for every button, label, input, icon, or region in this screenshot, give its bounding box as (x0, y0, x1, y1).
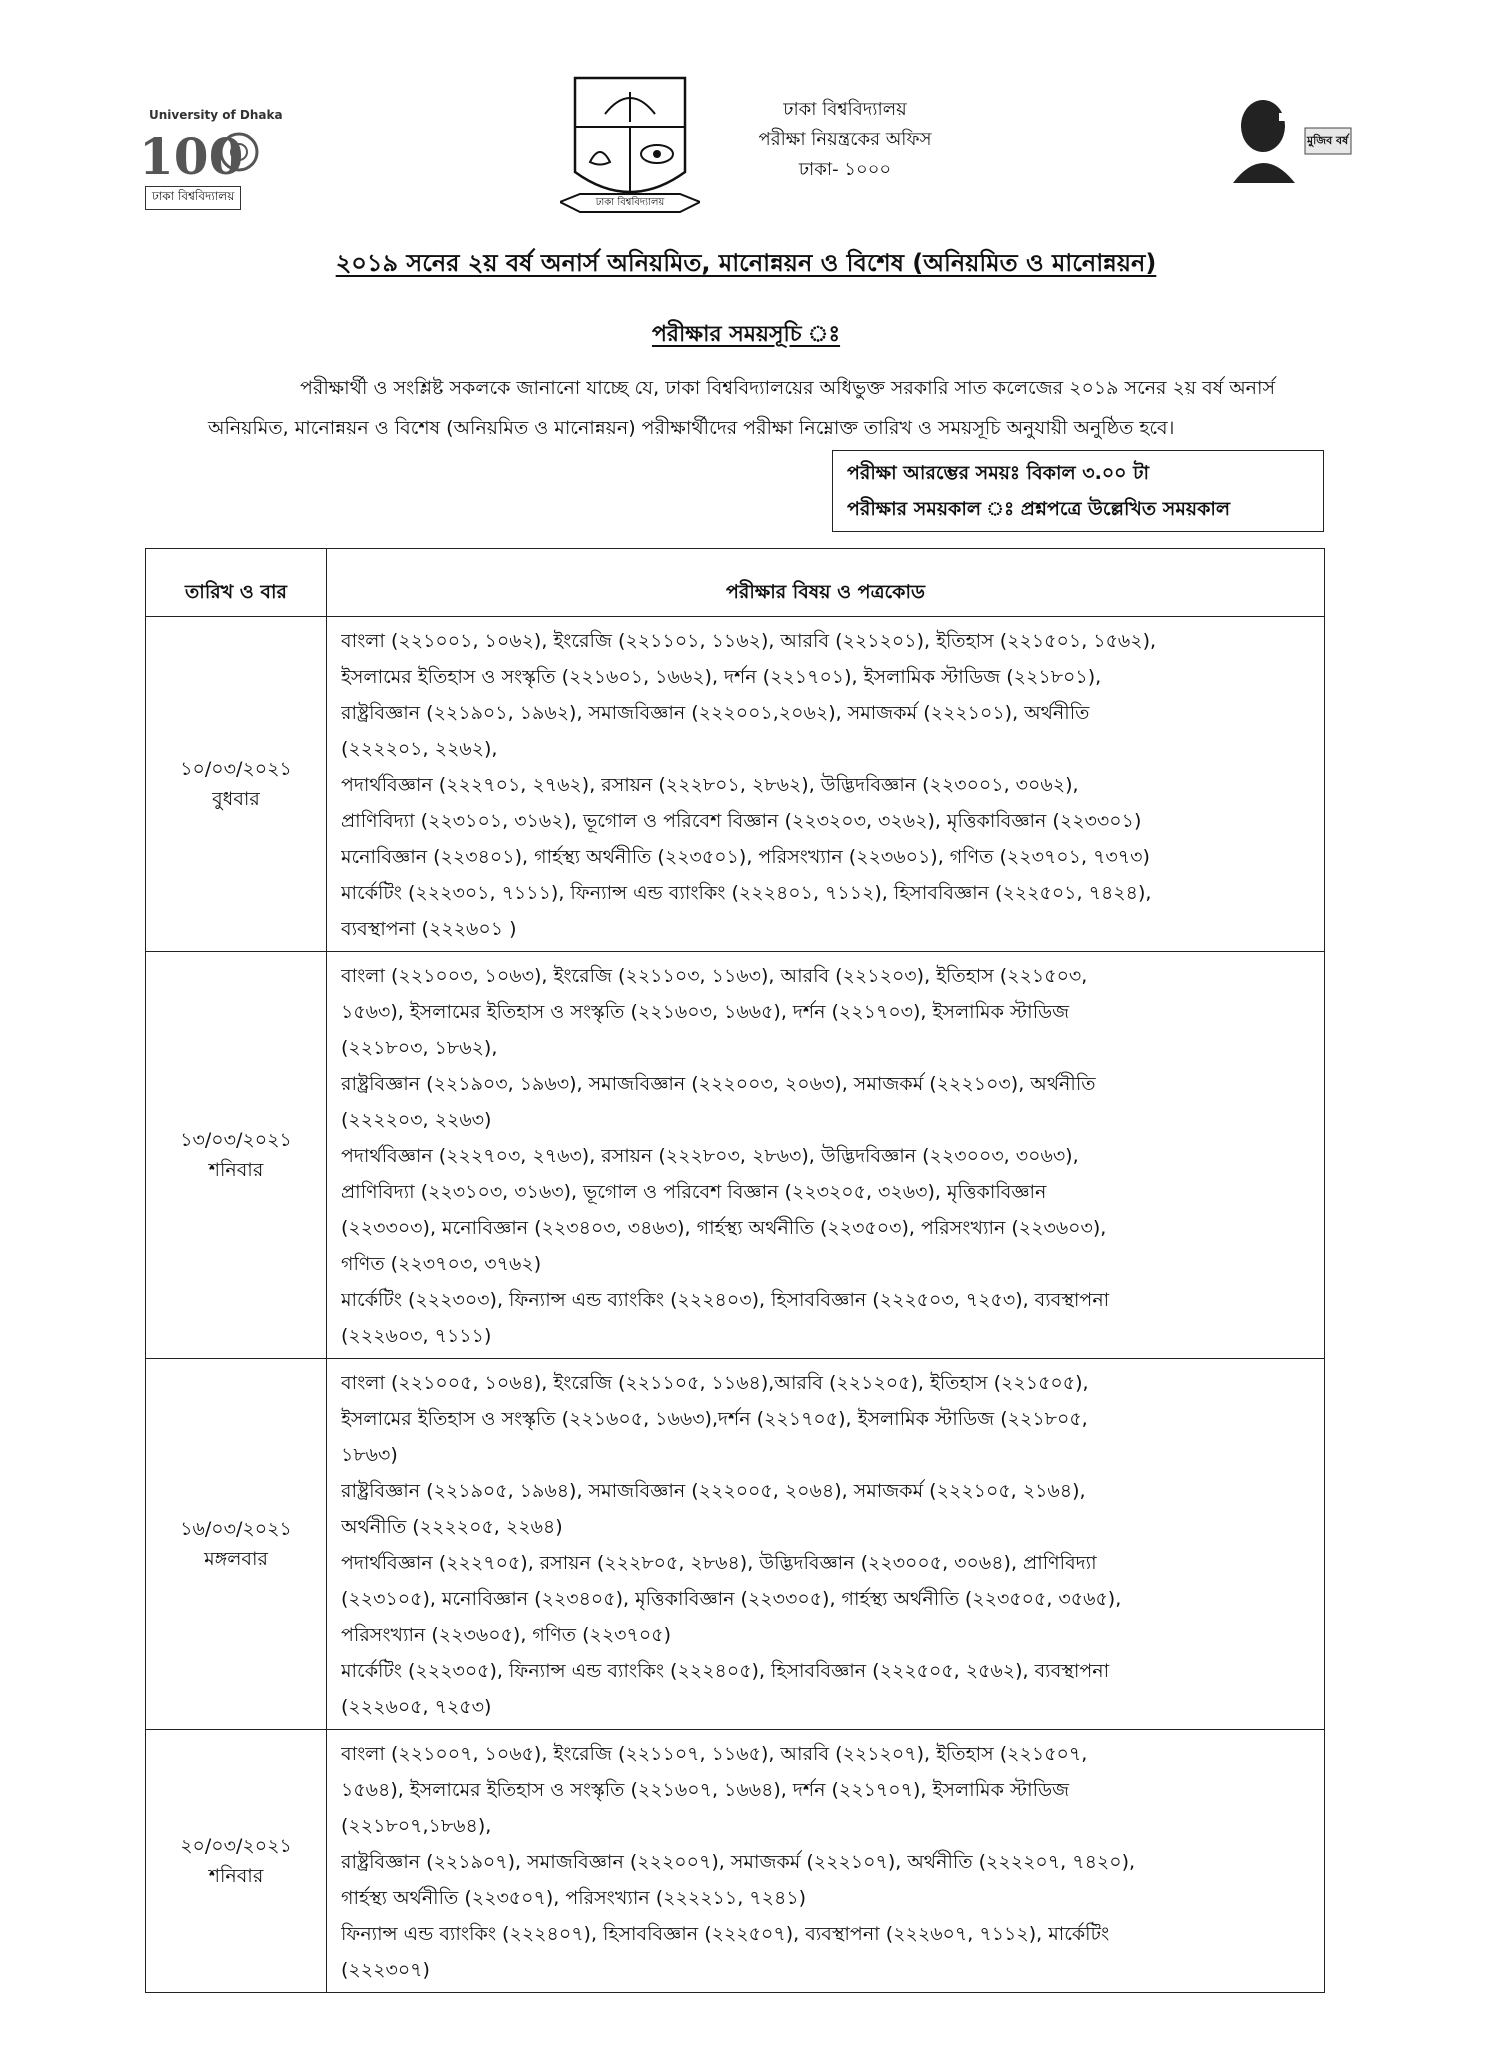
exam-duration: পরীক্ষার সময়কাল ঃ প্রশ্নপত্রে উল্লেখিত সময়কাল (847, 498, 1231, 520)
exam-day: শনিবার (208, 1159, 264, 1181)
exam-time-box (832, 450, 1324, 532)
exam-schedule-table (145, 548, 1325, 1993)
subject-line: অর্থনীতি (২২২২০৫, ২২৬৪) (341, 1516, 563, 1538)
university-centenary-logo (135, 108, 285, 216)
header-date-day: তারিখ ও বার (146, 549, 327, 617)
subject-line: (২২১৮০৩, ১৮৬২), (341, 1037, 498, 1059)
exam-date: ১০/০৩/২০২১ (180, 758, 292, 780)
date-cell (146, 952, 327, 1359)
subject-line: ১৮৬৩) (341, 1444, 398, 1466)
subject-line: (২২৩১০৫), মনোবিজ্ঞান (২২৩৪০৫), মৃত্তিকাবিজ্ঞান (২২৩৩০৫), গার্হস্থ্য অর্থনীতি (২২৩৫০৫, ৩৫৬৫), (341, 1588, 1122, 1610)
subject-line: (২২৩৩০৩), মনোবিজ্ঞান (২২৩৪০৩, ৩৪৬৩), গার্হস্থ্য অর্থনীতি (২২৩৫০৩), পরিসংখ্যান (২২৩৬০৩), (341, 1217, 1107, 1239)
date-cell (146, 1359, 327, 1730)
exam-date: ১৩/০৩/২০২১ (180, 1129, 292, 1151)
centenary-emblem-icon (135, 122, 265, 184)
subject-line: রাষ্ট্রবিজ্ঞান (২২১৯০১, ১৯৬২), সমাজবিজ্ঞান (২২২০০১,২০৬২), সমাজকর্ম (২২২১০১), অর্থনীতি (341, 702, 1090, 724)
subject-line: (২২২৬০৩, ৭১১১) (341, 1325, 492, 1347)
notice-paragraph: পরীক্ষার্থী ও সংশ্লিষ্ট সকলকে জানানো যাচ্ছে যে, ঢাকা বিশ্ববিদ্যালয়ের অধিভুক্ত সরকারি সাত কলেজের ২০১৯ সনের ২য় বর্ষ অনার্স অনিয়মিত, মানোন্নয়ন ও বিশেষ (অনিয়মিত ও মানোন্নয়ন) পরীক্ষার্থীদের পরীক্ষা নিম্নোক্ত তারিখ ও সময়সূচি অনুযায়ী অনুষ্ঠিত হবে। (208, 377, 1276, 439)
exam-date: ২০/০৩/২০২১ (180, 1835, 292, 1857)
office-line-controller: পরীক্ষা নিয়ন্ত্রকের অফিস (758, 129, 932, 150)
subject-line: মনোবিজ্ঞান (২২৩৪০১), গার্হস্থ্য অর্থনীতি (২২৩৫০১), পরিসংখ্যান (২২৩৬০১), গণিত (২২৩৭০১, ৭৩৭৩) (341, 846, 1150, 868)
subject-line: পদার্থবিজ্ঞান (২২২৭০১, ২৭৬২), রসায়ন (২২২৮০১, ২৮৬২), উদ্ভিদবিজ্ঞান (২২৩০০১, ৩০৬২), (341, 774, 1079, 796)
subject-line: (২২২২০৩, ২২৬৩) (341, 1109, 492, 1131)
subject-line: রাষ্ট্রবিজ্ঞান (২২১৯০৭), সমাজবিজ্ঞান (২২২০০৭), সমাজকর্ম (২২২১০৭), অর্থনীতি (২২২২০৭, ৭৪২০), (341, 1851, 1136, 1873)
table-row (146, 1730, 1325, 1993)
subject-line: রাষ্ট্রবিজ্ঞান (২২১৯০৫, ১৯৬৪), সমাজবিজ্ঞান (২২২০০৫, ২০৬৪), সমাজকর্ম (২২২১০৫, ২১৬৪), (341, 1480, 1086, 1502)
subject-line: গণিত (২২৩৭০৩, ৩৭৬২) (341, 1253, 542, 1275)
logo-bottom-text: ঢাকা বিশ্ববিদ্যালয় (145, 186, 241, 210)
logo-top-text: University of Dhaka (149, 108, 283, 122)
subject-line: বাংলা (২২১০০৫, ১০৬৪), ইংরেজি (২২১১০৫, ১১৬৪),আরবি (২২১২০৫), ইতিহাস (২২১৫০৫), (341, 1372, 1089, 1394)
subject-line: পদার্থবিজ্ঞান (২২২৭০৫), রসায়ন (২২২৮০৫, ২৮৬৪), উদ্ভিদবিজ্ঞান (২২৩০০৫, ৩০৬৪), প্রাণিবিদ্যা (341, 1552, 1097, 1574)
subject-line: বাংলা (২২১০০৭, ১০৬৫), ইংরেজি (২২১১০৭, ১১৬৫), আরবি (২২১২০৭), ইতিহাস (২২১৫০৭, (341, 1743, 1088, 1765)
subject-line: প্রাণিবিদ্যা (২২৩১০১, ৩১৬২), ভূগোল ও পরিবেশ বিজ্ঞান (২২৩২০৩, ৩২৬২), মৃত্তিকাবিজ্ঞান (২২৩৩০১) (341, 810, 1142, 832)
page-title: ২০১৯ সনের ২য় বর্ষ অনার্স অনিয়মিত, মানোন্নয়ন ও বিশেষ (অনিয়মিত ও মানোন্নয়ন) (335, 249, 1157, 277)
subjects-cell (327, 617, 1325, 952)
subject-line: ফিন্যান্স এন্ড ব্যাংকিং (২২২৪০৭), হিসাববিজ্ঞান (২২২৫০৭), ব্যবস্থাপনা (২২২৬০৭, ৭১১২), মার্কেটিং (341, 1923, 1110, 1945)
subjects-cell (327, 1730, 1325, 1993)
date-cell (146, 1730, 327, 1993)
subjects-cell (327, 952, 1325, 1359)
office-line-city: ঢাকা- ১০০০ (798, 159, 892, 180)
subject-line: (২২২৬০৫, ৭২৫৩) (341, 1696, 492, 1718)
subject-line: মার্কেটিং (২২২৩০৩), ফিন্যান্স এন্ড ব্যাংকিং (২২২৪০৩), হিসাববিজ্ঞান (২২২৫০৩, ৭২৫৩), ব্যবস্থাপনা (341, 1289, 1110, 1311)
mujib-borsho-logo (1215, 88, 1360, 183)
exam-start-time: পরীক্ষা আরম্ভের সময়ঃ বিকাল ৩.০০ টা (847, 462, 1150, 484)
subject-line: ইসলামের ইতিহাস ও সংস্কৃতি (২২১৬০৫, ১৬৬৩),দর্শন (২২১৭০৫), ইসলামিক স্টাডিজ (২২১৮০৫, (341, 1408, 1088, 1430)
subject-line: বাংলা (২২১০০১, ১০৬২), ইংরেজি (২২১১০১, ১১৬২), আরবি (২২১২০১), ইতিহাস (২২১৫০১, ১৫৬২), (341, 630, 1157, 652)
exam-date: ১৬/০৩/২০২১ (180, 1518, 292, 1540)
subject-line: ১৫৬৪), ইসলামের ইতিহাস ও সংস্কৃতি (২২১৬০৭, ১৬৬৪), দর্শন (২২১৭০৭), ইসলামিক স্টাডিজ (341, 1779, 1070, 1801)
header-subject-code: পরীক্ষার বিষয় ও পত্রকোড (327, 549, 1325, 617)
subject-line: রাষ্ট্রবিজ্ঞান (২২১৯০৩, ১৯৬৩), সমাজবিজ্ঞান (২২২০০৩, ২০৬৩), সমাজকর্ম (২২২১০৩), অর্থনীতি (341, 1073, 1096, 1095)
subject-line: ১৫৬৩), ইসলামের ইতিহাস ও সংস্কৃতি (২২১৬০৩, ১৬৬৫), দর্শন (২২১৭০৩), ইসলামিক স্টাডিজ (341, 1001, 1070, 1023)
office-line-university: ঢাকা বিশ্ববিদ্যালয় (783, 99, 907, 120)
subject-line: গার্হস্থ্য অর্থনীতি (২২৩৫০৭), পরিসংখ্যান (২২২২১১, ৭২৪১) (341, 1887, 807, 1909)
subject-line: মার্কেটিং (২২২৩০৫), ফিন্যান্স এন্ড ব্যাংকিং (২২২৪০৫), হিসাববিজ্ঞান (২২২৫০৫, ২৫৬২), ব্যবস্থাপনা (341, 1660, 1110, 1682)
exam-day: শনিবার (208, 1865, 264, 1887)
table-row (146, 617, 1325, 952)
subject-line: প্রাণিবিদ্যা (২২৩১০৩, ৩১৬৩), ভূগোল ও পরিবেশ বিজ্ঞান (২২৩২০৫, ৩২৬৩), মৃত্তিকাবিজ্ঞান (341, 1181, 1047, 1203)
centenary-number: 100 (139, 127, 244, 184)
exam-day: বুধবার (212, 788, 260, 810)
office-address (700, 95, 990, 185)
table-header-row (146, 549, 1325, 617)
date-cell (146, 617, 327, 952)
subject-line: ব্যবস্থাপনা (২২২৬০১ ) (341, 918, 517, 940)
schedule-heading: পরীক্ষার সময়সূচি ঃ (651, 322, 841, 347)
subject-line: ইসলামের ইতিহাস ও সংস্কৃতি (২২১৬০১, ১৬৬২), দর্শন (২২১৭০১), ইসলামিক স্টাডিজ (২২১৮০১), (341, 666, 1102, 688)
subject-line: পরিসংখ্যান (২২৩৬০৫), গণিত (২২৩৭০৫) (341, 1624, 671, 1646)
table-row (146, 952, 1325, 1359)
subject-line: মার্কেটিং (২২২৩০১, ৭১১১), ফিন্যান্স এন্ড ব্যাংকিং (২২২৪০১, ৭১১২), হিসাববিজ্ঞান (২২২৫০১, ৭৪২৪), (341, 882, 1152, 904)
subjects-cell (327, 1359, 1325, 1730)
subject-line: (২২২৩০৭) (341, 1959, 430, 1981)
subject-line: (২২২২০১, ২২৬২), (341, 738, 498, 760)
university-crest (560, 72, 700, 222)
mujib-borsho-text: মুজিব বর্ষ (1307, 134, 1349, 147)
crest-ribbon-label: ঢাকা বিশ্ববিদ্যালয় (595, 197, 665, 208)
table-row (146, 1359, 1325, 1730)
subject-line: (২২১৮০৭,১৮৬৪), (341, 1815, 492, 1837)
subject-line: বাংলা (২২১০০৩, ১০৬৩), ইংরেজি (২২১১০৩, ১১৬৩), আরবি (২২১২০৩), ইতিহাস (২২১৫০৩, (341, 965, 1088, 987)
exam-day: মঙ্গলবার (204, 1548, 268, 1570)
subject-line: পদার্থবিজ্ঞান (২২২৭০৩, ২৭৬৩), রসায়ন (২২২৮০৩, ২৮৬৩), উদ্ভিদবিজ্ঞান (২২৩০০৩, ৩০৬৩), (341, 1145, 1079, 1167)
